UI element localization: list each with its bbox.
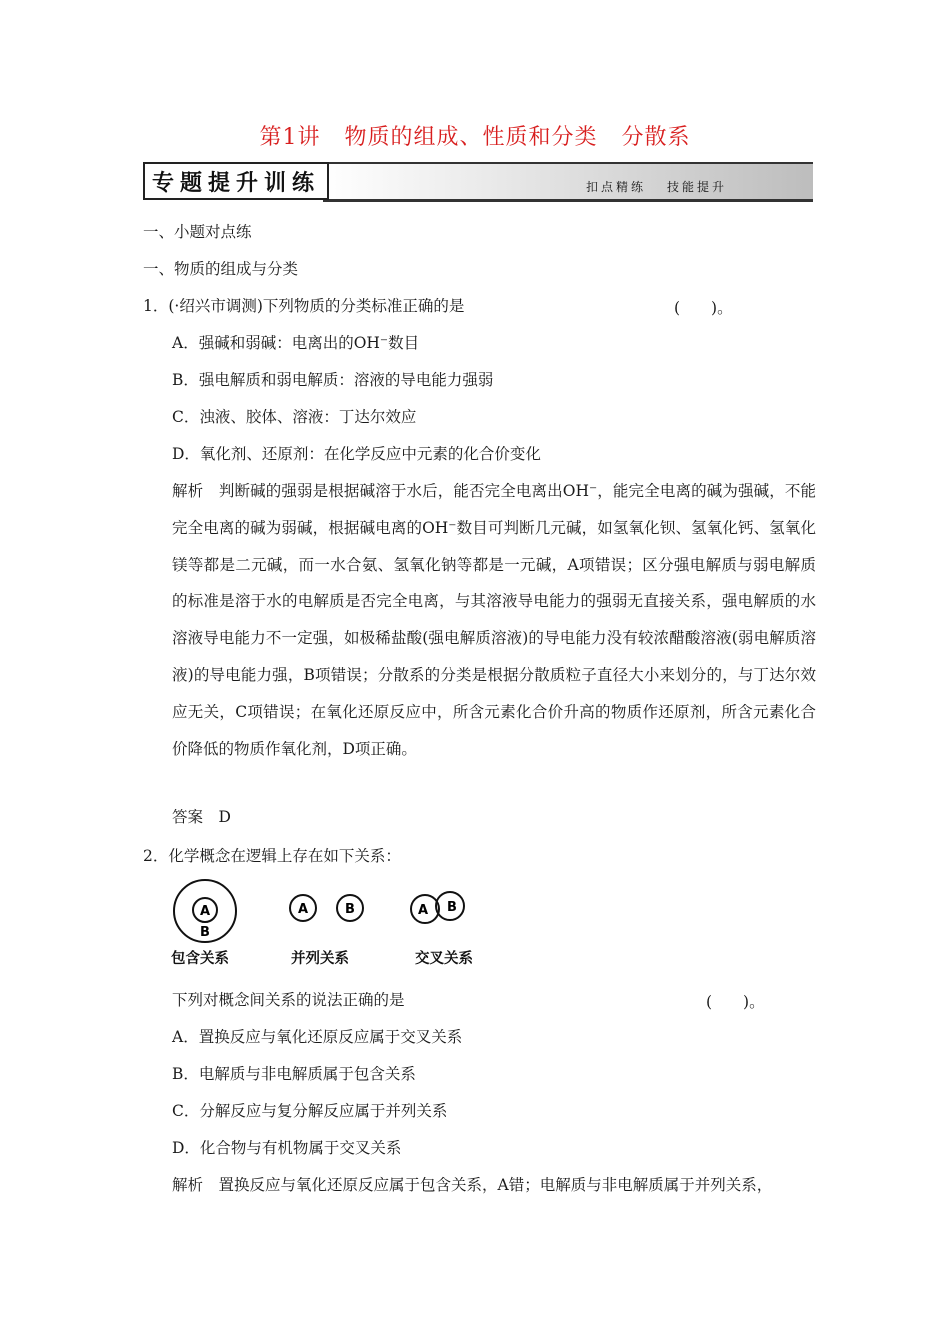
- q1-option-c: C．浊液、胶体、溶液：丁达尔效应: [172, 408, 417, 426]
- q1-option-b: B．强电解质和弱电解质：溶液的导电能力强弱: [172, 371, 494, 389]
- concept-relation-diagram: [160, 875, 500, 975]
- title-prefix: 第1讲: [259, 125, 321, 150]
- q1-answer: 答案 D: [172, 808, 231, 826]
- banner-tag-2: 技能提升: [667, 180, 728, 194]
- q2-question: 下列对概念间关系的说法正确的是: [172, 991, 405, 1009]
- parallel-label-b: B: [345, 902, 355, 917]
- banner-bar: [323, 162, 813, 202]
- label-cross: 交叉关系: [415, 951, 473, 967]
- banner-label: 专题提升训练: [143, 162, 329, 200]
- contain-label-a: A: [199, 904, 211, 919]
- q2-answer-blank: ( )。: [706, 993, 765, 1011]
- section-heading-2: 一、物质的组成与分类: [143, 260, 299, 278]
- title-suffix: 分散系: [621, 125, 691, 150]
- q2-analysis: 解析 置换反应与氧化还原反应属于包含关系，A错；电解质与非电解质属于并列关系，: [172, 1176, 773, 1194]
- relation-circles: [160, 875, 500, 945]
- cross-label-a: A: [417, 903, 429, 918]
- section-heading-1: 一、小题对点练: [143, 223, 252, 241]
- label-contain: 包含关系: [171, 951, 229, 967]
- q1-answer-blank: ( )。: [674, 299, 733, 317]
- title-main: 物质的组成、性质和分类: [344, 125, 598, 150]
- q2-stem: 2．化学概念在逻辑上存在如下关系：: [143, 847, 401, 865]
- q1-analysis: 解析 判断碱的强弱是根据碱溶于水后，能否完全电离出OH⁻，能完全电离的碱为强碱，不能完全电离的碱为弱碱，根据碱电离的OH⁻数目可判断几元碱，如氢氧化钡、氢氧化钙、氢氧化镁等都是二元碱，而一水合氨、氢氧化钠等都是一元碱，A项错误；区分强电解质与弱电解质的标准是溶于水的电解质是否完全电离，与其溶液导电能力的强弱无直接关系，强电解质的水溶液导电能力不一定强，如极稀盐酸(强电解质溶液)的导电能力没有较浓醋酸溶液(弱电解质溶液)的导电能力强，B项错误；分散系的分类是根据分散质粒子直径大小来划分的，与丁达尔效应无关，C项错误；在氧化还原反应中，所含元素化合价升高的物质作还原剂，所含元素化合价降低的物质作氧化剂，D项正确。: [172, 482, 816, 758]
- q1-stem: 1．(·绍兴市调测)下列物质的分类标准正确的是: [143, 297, 465, 315]
- section-banner: [143, 162, 813, 202]
- parallel-label-a: A: [297, 902, 309, 917]
- q2-option-d: D．化合物与有机物属于交叉关系: [172, 1139, 402, 1157]
- label-parallel: 并列关系: [291, 951, 349, 967]
- q2-option-c: C．分解反应与复分解反应属于并列关系: [172, 1102, 448, 1120]
- q2-option-b: B．电解质与非电解质属于包含关系: [172, 1065, 416, 1083]
- q2-option-a: A．置换反应与氧化还原反应属于交叉关系: [172, 1028, 463, 1046]
- contain-label-b: B: [200, 925, 210, 940]
- q1-option-d: D．氧化剂、还原剂：在化学反应中元素的化合价变化: [172, 445, 541, 463]
- cross-label-b: B: [447, 900, 457, 915]
- banner-tag-1: 扣点精练: [586, 180, 647, 194]
- page-title: [0, 120, 950, 151]
- q1-option-a: A．强碱和弱碱：电离出的OH⁻数目: [172, 334, 420, 352]
